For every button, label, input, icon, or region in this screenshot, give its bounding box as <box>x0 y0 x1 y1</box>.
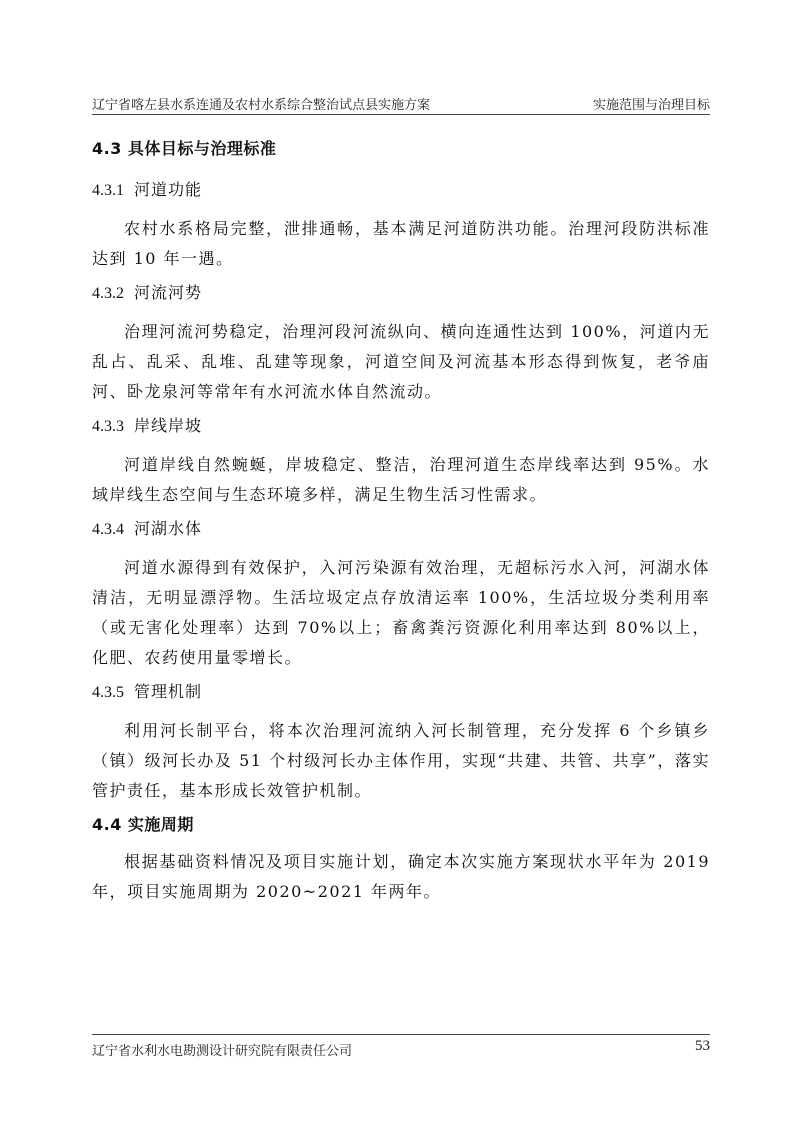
subsection-title: 岸线岸坡 <box>134 416 203 435</box>
page-number: 53 <box>695 1038 710 1054</box>
subsection-title: 河流河势 <box>134 283 203 302</box>
subsection-number: 4.3.3 <box>92 418 124 435</box>
footer-organization: 辽宁省水利水电勘测设计研究院有限责任公司 <box>92 1043 353 1058</box>
subsection-4-3-1-paragraph: 农村水系格局完整，泄排通畅，基本满足河道防洪功能。治理河段防洪标准达到 10 年一遇。 <box>92 219 710 268</box>
subsection-number: 4.3.2 <box>92 285 124 302</box>
subsection-4-3-2-heading <box>92 280 710 303</box>
subsection-4-3-1-heading <box>92 177 710 200</box>
subsection-title: 河道功能 <box>134 180 203 199</box>
subsection-4-3-2-paragraph: 治理河流河势稳定，治理河段河流纵向、横向连通性达到 100%，河道内无乱占、乱采、乱堆、乱建等现象，河道空间及河流基本形态得到恢复，老爷庙河、卧龙泉河等常年有水河流水体自然流动。 <box>92 322 710 401</box>
subsection-number: 4.3.1 <box>92 182 124 199</box>
subsection-number: 4.3.5 <box>92 684 124 701</box>
subsection-4-3-4-heading <box>92 516 710 539</box>
header-document-title: 辽宁省喀左县水系连通及农村水系综合整治试点县实施方案 <box>92 97 431 112</box>
subsection-4-3-5-heading <box>92 679 710 702</box>
page-content <box>92 128 710 913</box>
subsection-4-3-5-paragraph: 利用河长制平台，将本次治理河流纳入河长制管理，充分发挥 6 个乡镇乡（镇）级河长办及 51 个村级河长办主体作用，实现“共建、共管、共享”，落实管护责任，基本形成长效管护机制。 <box>92 721 710 800</box>
header-chapter-title: 实施范围与治理目标 <box>592 97 710 112</box>
page-header <box>92 92 710 115</box>
section-4-4-paragraph: 根据基础资料情况及项目实施计划，确定本次实施方案现状水平年为 2019 年，项目实施周期为 2020~2021 年两年。 <box>92 852 710 901</box>
subsection-title: 管理机制 <box>134 682 203 701</box>
page-footer <box>92 1034 710 1057</box>
section-4-3-heading: 4.3 具体目标与治理标准 <box>92 139 277 158</box>
section-4-4-heading: 4.4 实施周期 <box>92 815 194 834</box>
subsection-4-3-4-paragraph: 河道水源得到有效保护，入河污染源有效治理，无超标污水入河，河湖水体清洁，无明显漂浮物。生活垃圾定点存放清运率 100%，生活垃圾分类利用率（或无害化处理率）达到 70%以上；畜禽粪污资源化利用率达到 80%以上，化肥、农药使用量零增长。 <box>92 558 710 667</box>
subsection-4-3-3-paragraph: 河道岸线自然蜿蜒，岸坡稳定、整洁，治理河道生态岸线率达到 95%。水域岸线生态空间与生态环境多样，满足生物生活习性需求。 <box>92 455 710 504</box>
subsection-title: 河湖水体 <box>134 519 203 538</box>
subsection-number: 4.3.4 <box>92 521 124 538</box>
subsection-4-3-3-heading <box>92 413 710 436</box>
